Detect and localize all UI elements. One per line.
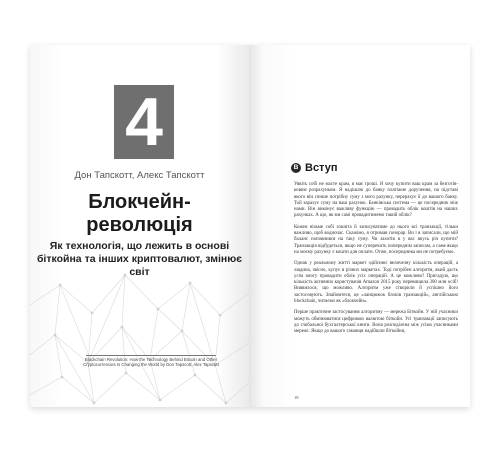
book-subtitle: Як технологія, що лежить в основі біткойна та інших криптовалют, змінює світ [36, 240, 243, 278]
page-number: 18 [294, 395, 299, 400]
book-title: Блокчейн- революція [86, 191, 193, 236]
section-title: Вступ [305, 162, 338, 174]
book-spread [30, 45, 470, 407]
network-background-graphic [30, 265, 249, 407]
chapter-number: 4 [114, 85, 174, 159]
paragraph: Уявіть собі не масте крам, я має гроші. Я хочу купити ваш крам за безготів-ковим розрахунком. Я надішлю до банку платіжне доручення, на підставі якого він спише потрібну суму з мого рахунку, перерахує її до вашого банку. Той зарахує суму на ваш рахунок. Банківська система — це посередник між нами. Він виконує важливу функцію — провадить облік коштів на наших рахунках. А що, як ми самі провадитимемо такий облік? [294, 182, 458, 219]
paragraph: Перше практичне застосування алгоритму — мережа Біткойн. У ній учасники можуть обмінюватися цифровою валютою біткойн. Усі транзакції записують до глобальної бухгалтерської книги. Вона розподілена між усіма учасниками мережі. Якщо до вашого гаманця надійшли біткойни, [294, 310, 458, 335]
original-edition-note: Blockchain Revolution: How the Technology Behind Bitcoin and Other Cryptocurrencies Is Changing the World by Don Tapscott, Alex Tapscott [83, 357, 219, 368]
paragraph: Однак у реальному житті маркет здійснює величезну кількість операцій, а людина, звісно, купує в різних маркетах. Тоді потрібен алгоритм, який дасть усім змогу провадити облік усіх операцій. А це можливо? Пригадую, що кількість активних користувачів Amazon 2015 року перевищила 300 млн осіб! Виявилося, що можливо. Алгоритм уже створили й успішно його застосовують. Знайомтеся, це «ланцюжок блоків транзакцій», англійською blockchain, читаємо як «блокчейн». [294, 261, 458, 305]
book-authors: Дон Тапскотт, Алекс Тапскотт [74, 170, 205, 181]
body-text [294, 182, 458, 341]
left-page [30, 45, 249, 407]
source-divider [86, 355, 216, 356]
paragraph: Кожен візьме собі зошита й записуватиме до нього всі транзакції, тільки важливо, щоб водночас. Скажімо, я отримав гонорар. Ви і я записали, що мій баланс поповнився на таку суму. Чи захотів я у вас якусь річ купити? Транзакція відбудеться, якщо не суперечить попереднім записам, а саме якщо на моєму рахунку є кошти для оплати. Отже, посередника ми не потребуємо. [294, 224, 458, 255]
section-badge-icon: B [291, 163, 301, 173]
section-heading [291, 162, 337, 174]
right-page [249, 45, 470, 407]
